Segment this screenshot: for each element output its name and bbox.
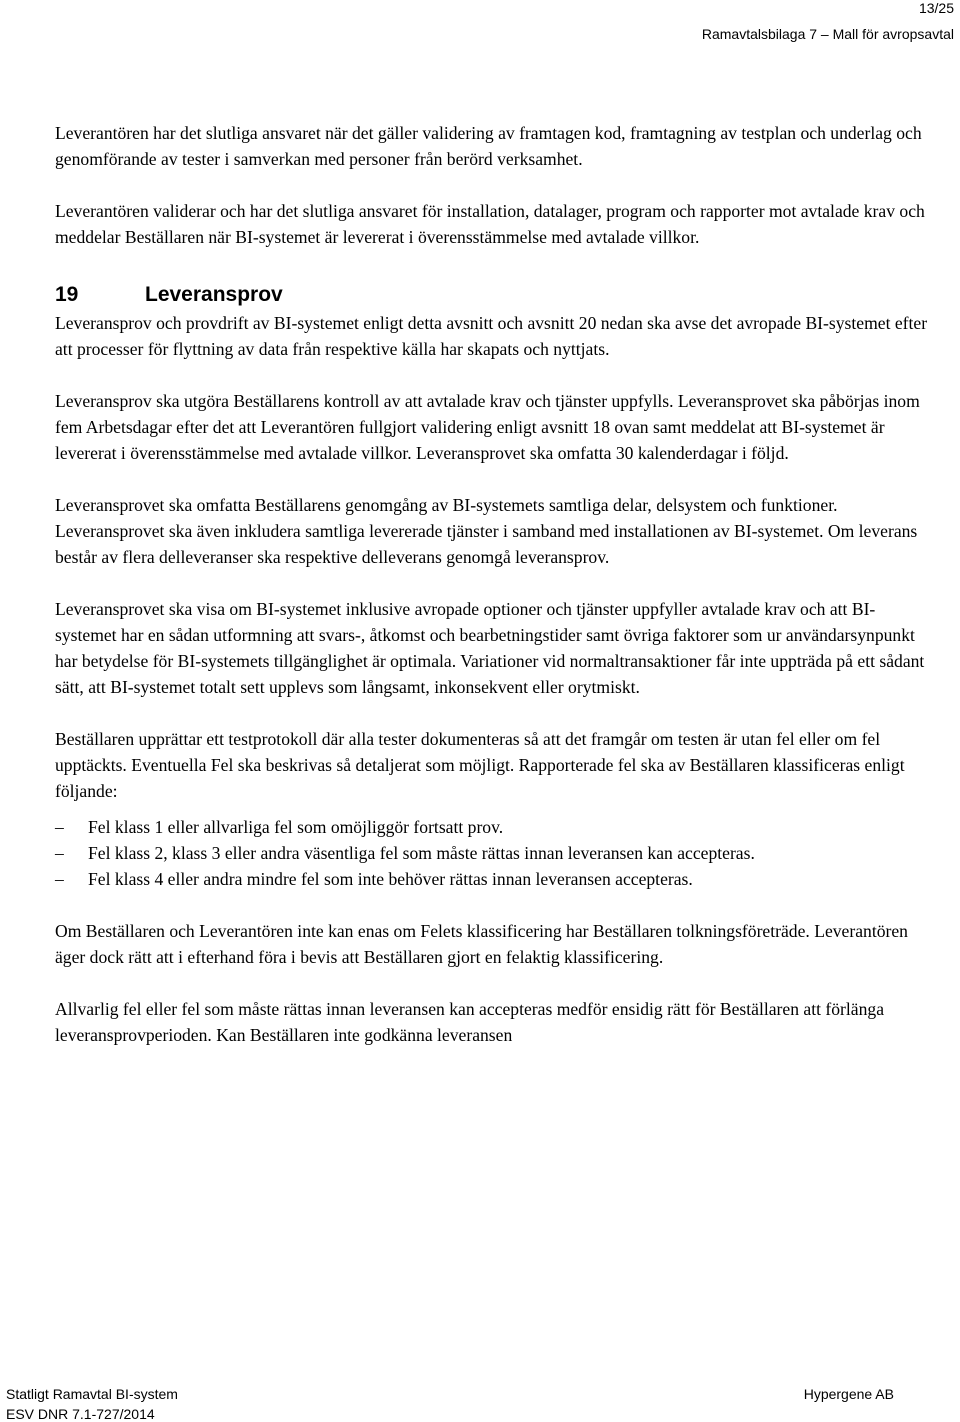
document-header-title: Ramavtalsbilaga 7 – Mall för avropsavtal [701, 26, 954, 42]
error-class-list [55, 814, 935, 892]
section-number: 19 [55, 283, 79, 306]
list-item [55, 814, 935, 840]
paragraph: Leveransprovet ska omfatta Beställarens genomgång av BI-systemets samtliga delar, delsystem och funktioner. Leveransprovet ska även inkludera samtliga levererade tjänster i samband med installationen av BI-systemet. Om leverans består av flera delleveranser ska respektive delleverans genomgå leveransprov. [55, 495, 918, 567]
section-heading [55, 282, 935, 308]
footer-reference-number: ESV DNR 7.1-727/2014 [6, 1406, 155, 1422]
list-item-text: Fel klass 2, klass 3 eller andra väsentliga fel som måste rättas innan leveransen kan accepteras. [88, 843, 755, 863]
document-body [55, 120, 935, 1048]
dash-bullet: – [55, 817, 64, 837]
page-number: 13/25 [918, 0, 954, 16]
list-item [55, 866, 935, 892]
list-item [55, 840, 935, 866]
dash-bullet: – [55, 869, 64, 889]
paragraph: Leveransprovet ska visa om BI-systemet inklusive avropade optioner och tjänster uppfyller avtalade krav och att BI-systemet har en sådan utformning att svars-, åtkomst och bearbetningstider samt övriga faktorer som ur användarsynpunkt har betydelse för BI-systemets tillgänglighet är optimala. Variationer vid normaltransaktioner får inte uppträda på ett sådant sätt, att BI-systemet totalt sett upplevs som långsamt, inkonsekvent eller orytmiskt. [55, 599, 925, 697]
footer-supplier-name: Hypergene AB [803, 1386, 894, 1402]
paragraph: Leveransprov ska utgöra Beställarens kontroll av att avtalade krav och tjänster uppfylls. Leveransprovet ska påbörjas inom fem Arbetsdagar efter det att Leverantören fullgjort validering enligt avsnitt 18 ovan samt meddelat att BI-systemet är levererat i överensstämmelse med avtalade villkor. Leveransprovet ska omfatta 30 kalenderdagar i följd. [55, 391, 920, 463]
section-title: Leveransprov [145, 283, 283, 306]
paragraph: Beställaren upprättar ett testprotokoll där alla tester dokumenteras så att det framgår om testen är utan fel eller om fel upptäckts. Eventuella Fel ska beskrivas så detaljerat som möjligt. Rapporterade fel ska av Beställaren klassificeras enligt följande: [55, 729, 905, 801]
paragraph: Leverantören validerar och har det slutliga ansvaret för installation, datalager, program och rapporter mot avtalade krav och meddelar Beställaren när BI-systemet är levererat i överensstämmelse med avtalade villkor. [55, 201, 925, 247]
paragraph: Leverantören har det slutliga ansvaret när det gäller validering av framtagen kod, framtagning av testplan och underlag och genomförande av tester i samverkan med personer från berörd verksamhet. [55, 123, 922, 169]
paragraph: Leveransprov och provdrift av BI-systemet enligt detta avsnitt och avsnitt 20 nedan ska avse det avropade BI-systemet efter att processer för flyttning av data från respektive källa har skapats och nyttjats. [55, 313, 928, 359]
footer-agreement-name: Statligt Ramavtal BI-system [6, 1386, 178, 1402]
list-item-text: Fel klass 4 eller andra mindre fel som inte behöver rättas innan leveransen accepteras. [88, 869, 693, 889]
dash-bullet: – [55, 843, 64, 863]
list-item-text: Fel klass 1 eller allvarliga fel som omöjliggör fortsatt prov. [88, 817, 504, 837]
paragraph: Allvarlig fel eller fel som måste rättas innan leveransen kan accepteras medför ensidig rätt för Beställaren att förlänga leveransprovperioden. Kan Beställaren inte godkänna leveransen [55, 999, 885, 1045]
paragraph: Om Beställaren och Leverantören inte kan enas om Felets klassificering har Beställaren tolkningsföreträde. Leverantören äger dock rätt att i efterhand föra i bevis att Beställaren gjort en felaktig klassificering. [55, 921, 908, 967]
